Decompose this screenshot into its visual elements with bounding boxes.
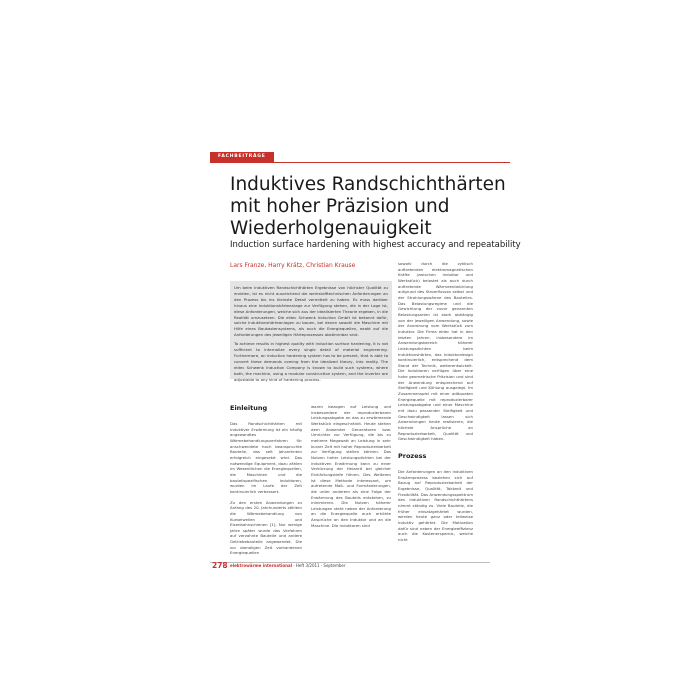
- journal-brand: elektrowärme international: [230, 563, 293, 568]
- section-rule: [210, 162, 510, 163]
- journal-issue: · Heft 3/2011 · September: [293, 563, 346, 568]
- paragraph: sowohl durch die zyklisch auftretenden elektromagnetischen Kräfte (zwischen Induktor und Werkstück) belastet als auch durch auftretende Wärmeentwicklung aufgrund des Stromflusses selbst und der Strahlungswärme des Bauteiles. Das Belastungsregime und die Gewichtung der zuvor genannten Belastungsarten ist stark abhängig von der jeweiligen Anwendung, sowie der Anordnung vom Werkstück zum Induktor. Die Firma eldec hat in den letzten Jahren, insbesondere im Anwendungsbereich höherer Leistungsdichten beim Induktionshärten, das Induktordesign kontinuierlich, entsprechend dem Stand der Technik, weiterentwickelt. Die Induktoren verfügen über eine hohe geometrische Präzision und sind der Anwendung entsprechend auf Steifigkeit und Kühlung ausgelegt. Im Zusammenspiel mit einer adäquaten Energiequelle mit reproduzierbarer Leistungsabgabe und einer Maschine mit dazu passender Steifigkeit und Geschwindigkeit lassen sich Anwendungen heute realisieren, die höchste Ansprüche an Reproduzierbarkeit, Qualität und Geschwindigkeit haben.: [398, 261, 473, 442]
- journal-info: [230, 563, 346, 568]
- title-line-1: Induktives Randschichthärten: [230, 174, 506, 195]
- abstract-box: [230, 281, 392, 382]
- paragraph: Die Anforderungen an den induktiven Erwärmprozess beziehen sich auf Bezug auf Reproduzierbarkeit der Ergebnisse, Qualität, Taktzeit und Flexibilität. Das Anwendungsspektrum des induktiven Randschichthärtens nimmt ständig zu. Viele Bauteile, die früher einsatzgehärtet wurden, werden heute ganz oder teilweise induktiv gehärtet. Die Motivation dafür sind neben der Energieeffizienz auch die Kostenersparnis, welche nicht: [398, 469, 473, 542]
- title-line-2: mit hoher Präzision und: [230, 196, 450, 217]
- paragraph: waren bezogen auf Leistung und insbesondere der reproduzierbaren Leistungsabgabe an das zu erwärmende Werkstück eingeschränkt. Heute stehen dem Anwender Generatoren bzw. Umrichter zur Verfügung, die bis zu mehrere Megawatt an Leistung in sehr kurzer Zeit mit hoher Reproduzierbarkeit zur Verfügung stellen können. Das Nutzen hoher Leistungsdichten bei der induktiven Erwärmung kann zu einer Verkürzung der Heizzeit bei gleicher Einhärtungstiefe führen. Des Weiteren ist diese Methode interessant, um aufretende Maß- und Formänderungen, die unter anderem als eine Folge der Erwärmung des Bauteils entstehen, zu minimieren. Die Nutzen höherer Leistungen steht neben der Anforderung an die Energiequelle auch erhöhte Ansprüche an den Induktor und an die Maschine. Die Induktoren sind: [311, 404, 391, 528]
- paragraph: Zu den ersten Anwendungen zu Anfang des 20. Jahrhunderts zählten die Wärmebehandlung von Kurbelwellen und Eisenbahnschienen [1]. Nur wenige Jahre später wurde das Verfahren auf verzahnte Bauteile und andere Getriebebauteile angewendet. Die zur damaligen Zeit vorhandenen Energiequellen: [230, 499, 302, 556]
- article-subtitle: Induction surface hardening with highest accuracy and repeatability: [230, 240, 521, 250]
- text-column-left: [230, 404, 302, 556]
- article-authors: Lars Franze, Harry Krätz, Christian Krause: [230, 262, 356, 269]
- text-column-right: [398, 261, 473, 543]
- page-number: 278: [212, 561, 228, 570]
- abstract-german: Um beim induktiven Randschichthärten Ergebnisse von höchster Qualität zu erzielen, ist es nicht ausreichend die werkstofftechnischen Anforderungen an den Prozess bis ins kleinste Detail vermittelt zu haben. Es muss darüber hinaus eine Induktionshärteanlage zur Verfügung stehen, die in der Lage ist, diese Anforderungen, welche sich aus der idealisierten Theorie ergeben, in die Realität umzusetzen. Die eldec Schwenk Induction GmbH ist bekannt dafür, solche Induktionshärteanlagen zu bauen, bei denen sowohl die Maschine mit Hilfe eines Baukastensystems, als auch die Energiequellen, exakt auf die Anforderungen des jeweiligen Härteprozesses abstimmbar sind.: [234, 285, 388, 338]
- section-label: FACHBEITRÄGE: [210, 152, 274, 162]
- text-column-middle: [311, 404, 391, 528]
- heading-prozess: Prozess: [398, 452, 427, 460]
- title-line-3: Wiederholgenauigkeit: [230, 218, 432, 239]
- article-title: [230, 174, 530, 240]
- paragraph: Das Randschichthärten mit induktiver Erwärmung ist ein häufig angewandtes Wärmebehandlungsverfahren für anschwendete hoch beanspruchte Bauteile, das seit Jahrzehnten erfolgreich eingesetzt wird. Das notwendige Equipment, dazu zählen im Wesentlichen die Energiequellen, die Maschinen und die bauteilspezifischen Induktoren, wurden im Laufe der Zeit kontinuierlich verbessert.: [230, 421, 302, 494]
- abstract-english: To achieve results in highest quality with induction surface hardening, it is not sufficient to internalize every single detail of material engineering. Furthermore, an induction hardening system has to be present, that is able to convert these demands coming from the idealized theory, into reality. The eldec Schwenk Induction Company is known to build such systems, where both, the machine, using a modular construction system, and the inverter are adjustable to any kind of hardening process.: [234, 341, 388, 382]
- heading-einleitung: Einleitung: [230, 404, 268, 412]
